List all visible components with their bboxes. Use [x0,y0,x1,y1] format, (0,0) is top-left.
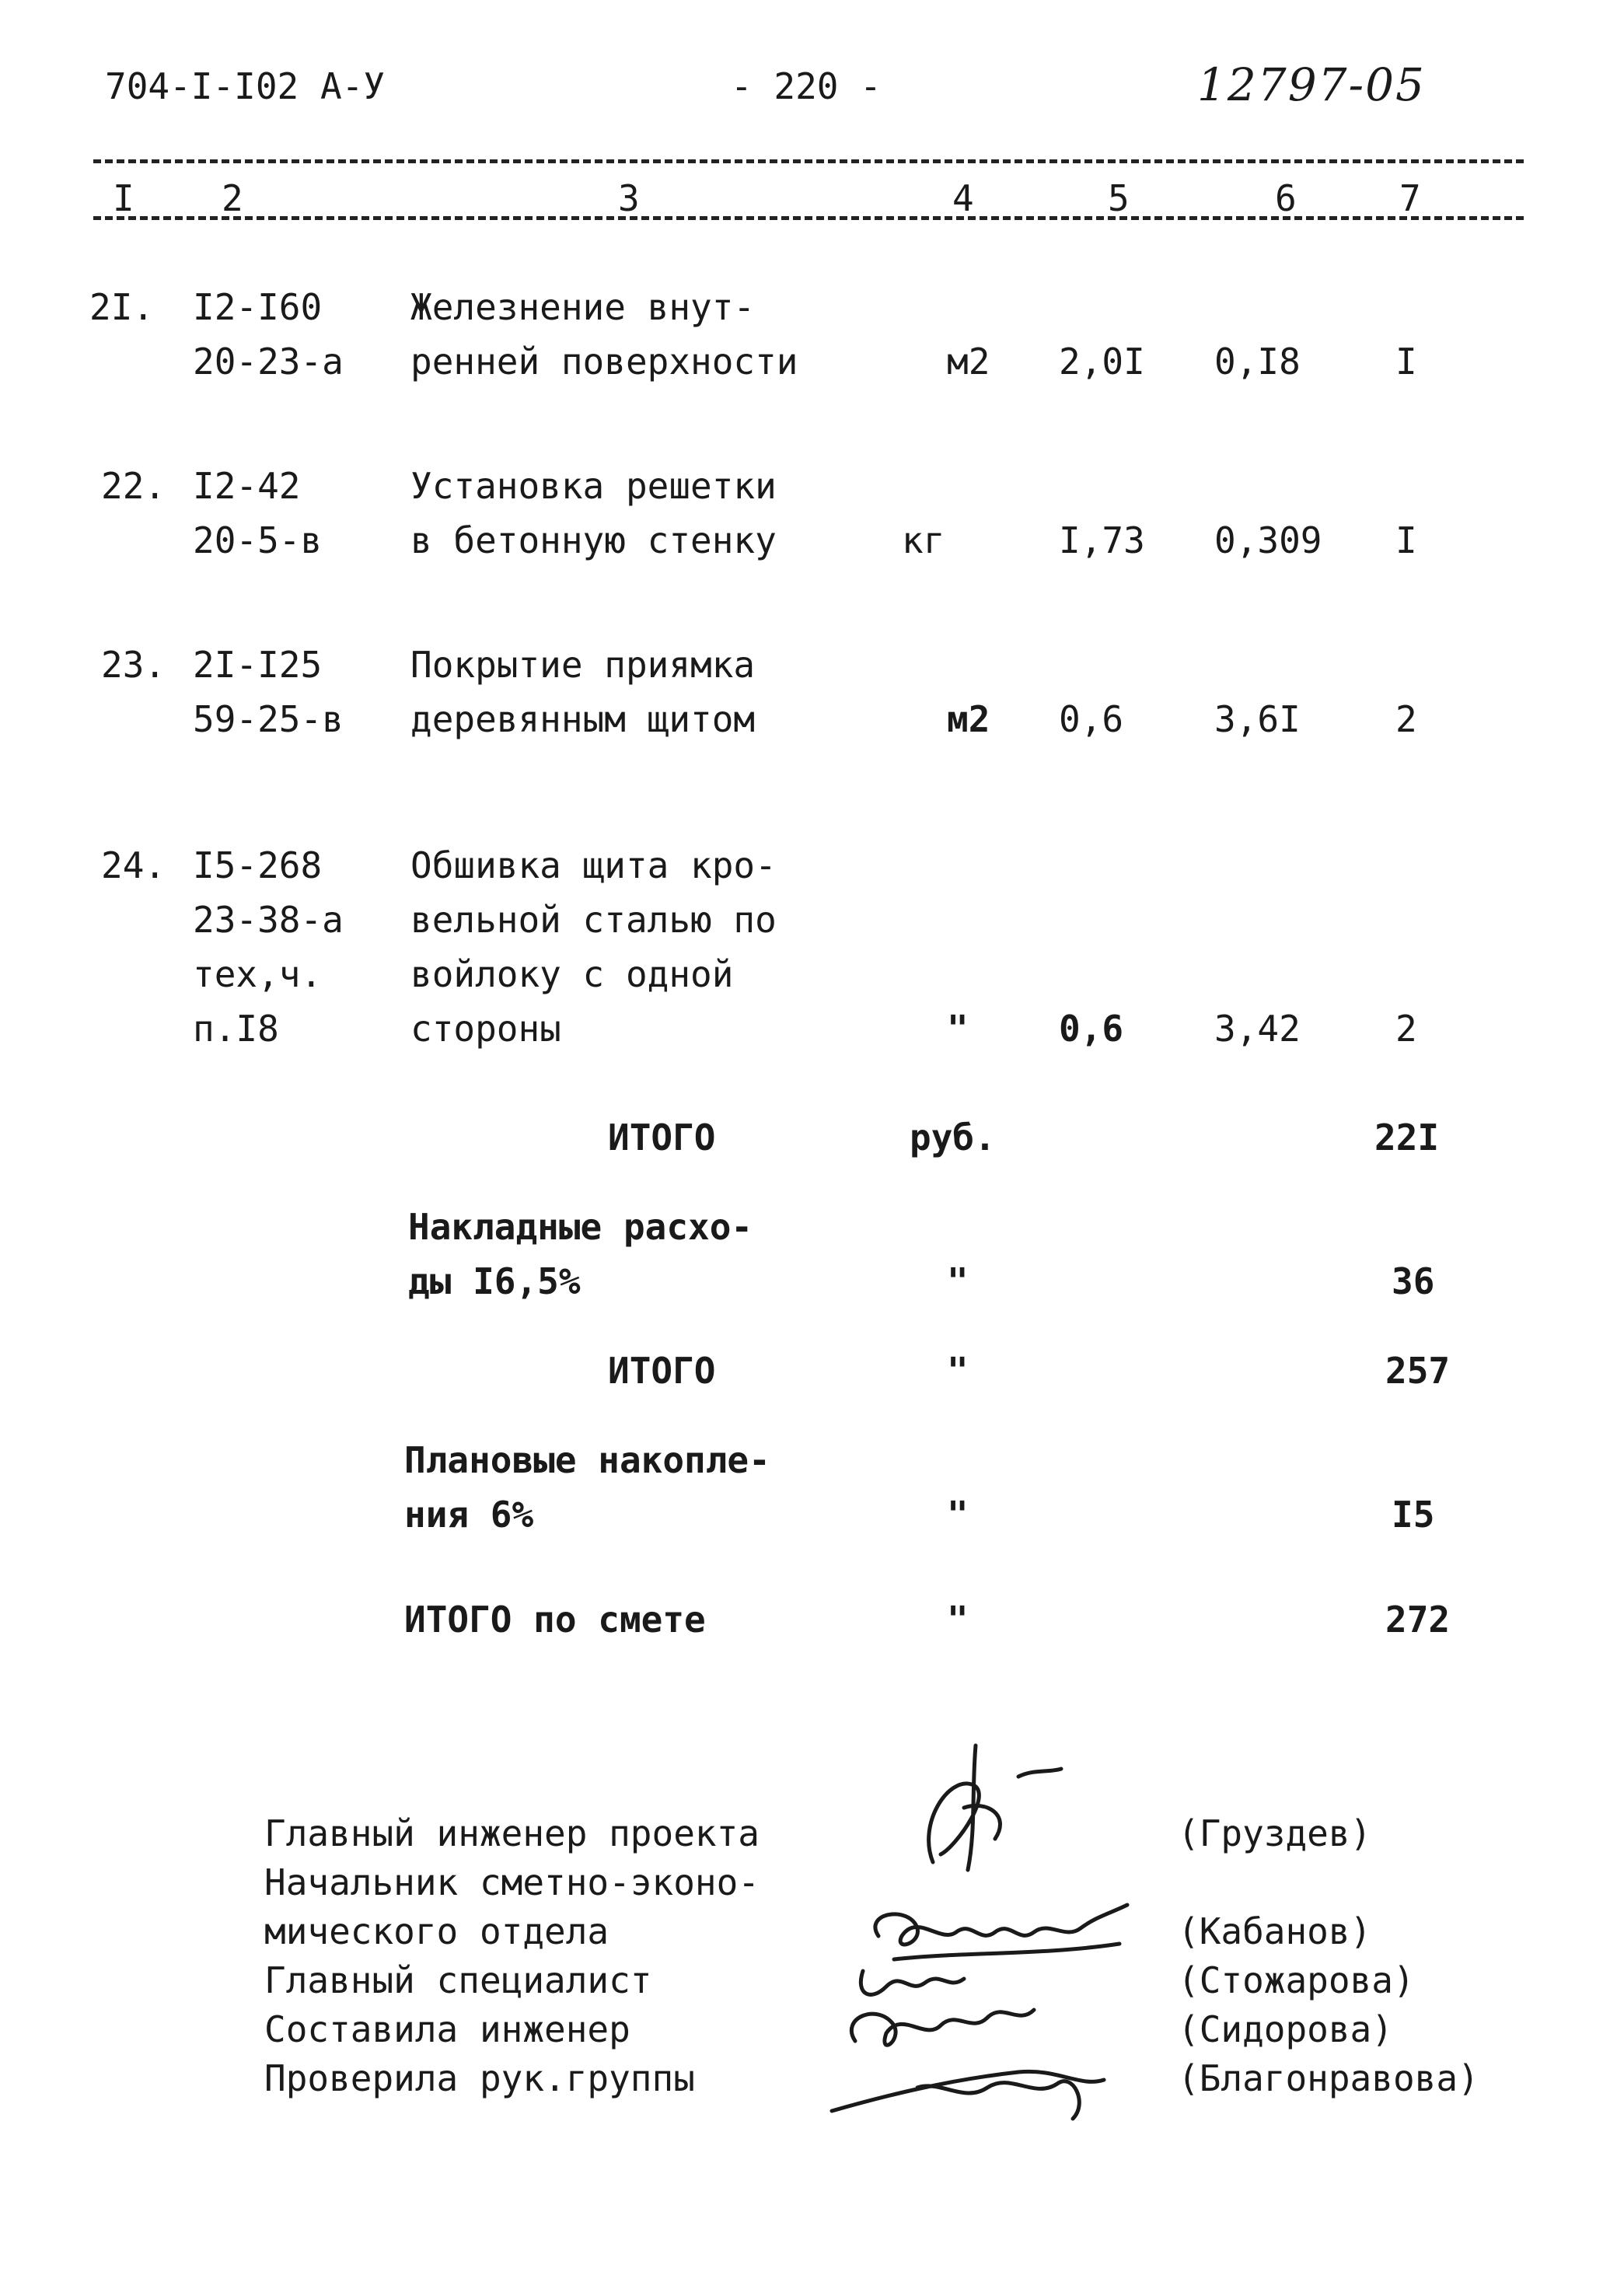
summary-label: ния 6% [404,1494,534,1536]
signatory-name: (Кабанов) [1178,1910,1372,1952]
item-code: 23-38-а [193,899,344,941]
item-number: 22. [101,465,166,507]
column-header-3: 3 [618,177,640,219]
grand-total-value: 272 [1385,1599,1451,1641]
column-header-2: 2 [222,177,243,219]
item-code: I5-268 [193,844,323,886]
item-description: Установка решетки [410,465,777,507]
signatory-role: Главный специалист [264,1959,652,2001]
item-description: войлоку с одной [410,953,734,995]
summary-value: 36 [1392,1260,1435,1302]
signatory-name: (Благонравова) [1178,2057,1479,2099]
grand-total-label: ИТОГО по смете [404,1599,706,1641]
item-number: 24. [101,844,166,886]
item-quantity: I,73 [1059,519,1145,561]
item-description: стороны [410,1008,561,1050]
item-quantity: 2,0I [1059,341,1145,383]
summary-unit: " [947,1494,969,1536]
item-unit: м2 [947,698,990,740]
item-total: I [1395,341,1417,383]
item-description: деревянным щитом [410,698,756,740]
item-quantity: 0,6 [1059,1008,1124,1050]
signatory-role: Начальник сметно-эконо- [264,1861,760,1903]
signature-stozharova-sidorova-blagonravova [824,1955,1151,2134]
item-code: 2I-I25 [193,644,323,686]
item-unit: " [947,1008,969,1050]
item-quantity: 0,6 [1059,698,1124,740]
signature-gruzdev [902,1730,1104,1878]
item-unit-cost: 0,I8 [1214,341,1301,383]
summary-label: Накладные расхо- [408,1206,753,1248]
signatory-role: мического отдела [264,1910,609,1952]
item-description: вельной сталью по [410,899,777,941]
item-unit-cost: 0,309 [1214,519,1322,561]
summary-value: 257 [1385,1350,1451,1392]
signatory-name: (Сидорова) [1178,2008,1393,2050]
item-unit: кг [902,519,945,561]
summary-unit: " [947,1260,969,1302]
column-header-1: I [113,177,134,219]
document-code: 704-I-I02 А-У [105,65,386,107]
item-total: 2 [1395,1008,1417,1050]
summary-label: Плановые накопле- [404,1439,770,1481]
item-code: I2-42 [193,465,301,507]
signatory-role: Составила инженер [264,2008,630,2050]
item-number: 23. [101,644,166,686]
column-header-7: 7 [1399,177,1421,219]
header-dashed-line-top [93,159,1524,163]
item-total: I [1395,519,1417,561]
summary-unit: " [947,1599,969,1641]
item-code: п.I8 [193,1008,279,1050]
handwritten-archive-number: 12797-05 [1197,58,1426,111]
item-code: тех,ч. [193,953,323,995]
header-dashed-line-bottom [93,216,1524,220]
item-code: 20-23-а [193,341,344,383]
column-header-6: 6 [1275,177,1297,219]
summary-label: ИТОГО [608,1350,716,1392]
page-number: - 220 - [731,65,882,107]
summary-unit: " [947,1350,969,1392]
item-description: Покрытие приямка [410,644,756,686]
summary-label: ИТОГО [608,1117,716,1158]
item-description: в бетонную стенку [410,519,777,561]
summary-value: I5 [1392,1494,1435,1536]
signatory-role: Проверила рук.группы [264,2057,695,2099]
item-unit-cost: 3,42 [1214,1008,1301,1050]
item-code: I2-I60 [193,286,323,328]
item-number: 2I. [89,286,155,328]
column-header-5: 5 [1108,177,1130,219]
summary-label: ды I6,5% [408,1260,581,1302]
item-unit: м2 [947,341,990,383]
summary-value: 22I [1374,1117,1440,1158]
column-header-4: 4 [952,177,974,219]
item-description: ренней поверхности [410,341,798,383]
summary-unit: руб. [910,1117,996,1158]
signatory-name: (Стожарова) [1178,1959,1415,2001]
signatory-role: Главный инженер проекта [264,1812,760,1854]
item-code: 59-25-в [193,698,344,740]
item-unit-cost: 3,6I [1214,698,1301,740]
item-description: Железнение внут- [410,286,756,328]
item-description: Обшивка щита кро- [410,844,777,886]
item-code: 20-5-в [193,519,323,561]
item-total: 2 [1395,698,1417,740]
signatory-name: (Груздев) [1178,1812,1372,1854]
